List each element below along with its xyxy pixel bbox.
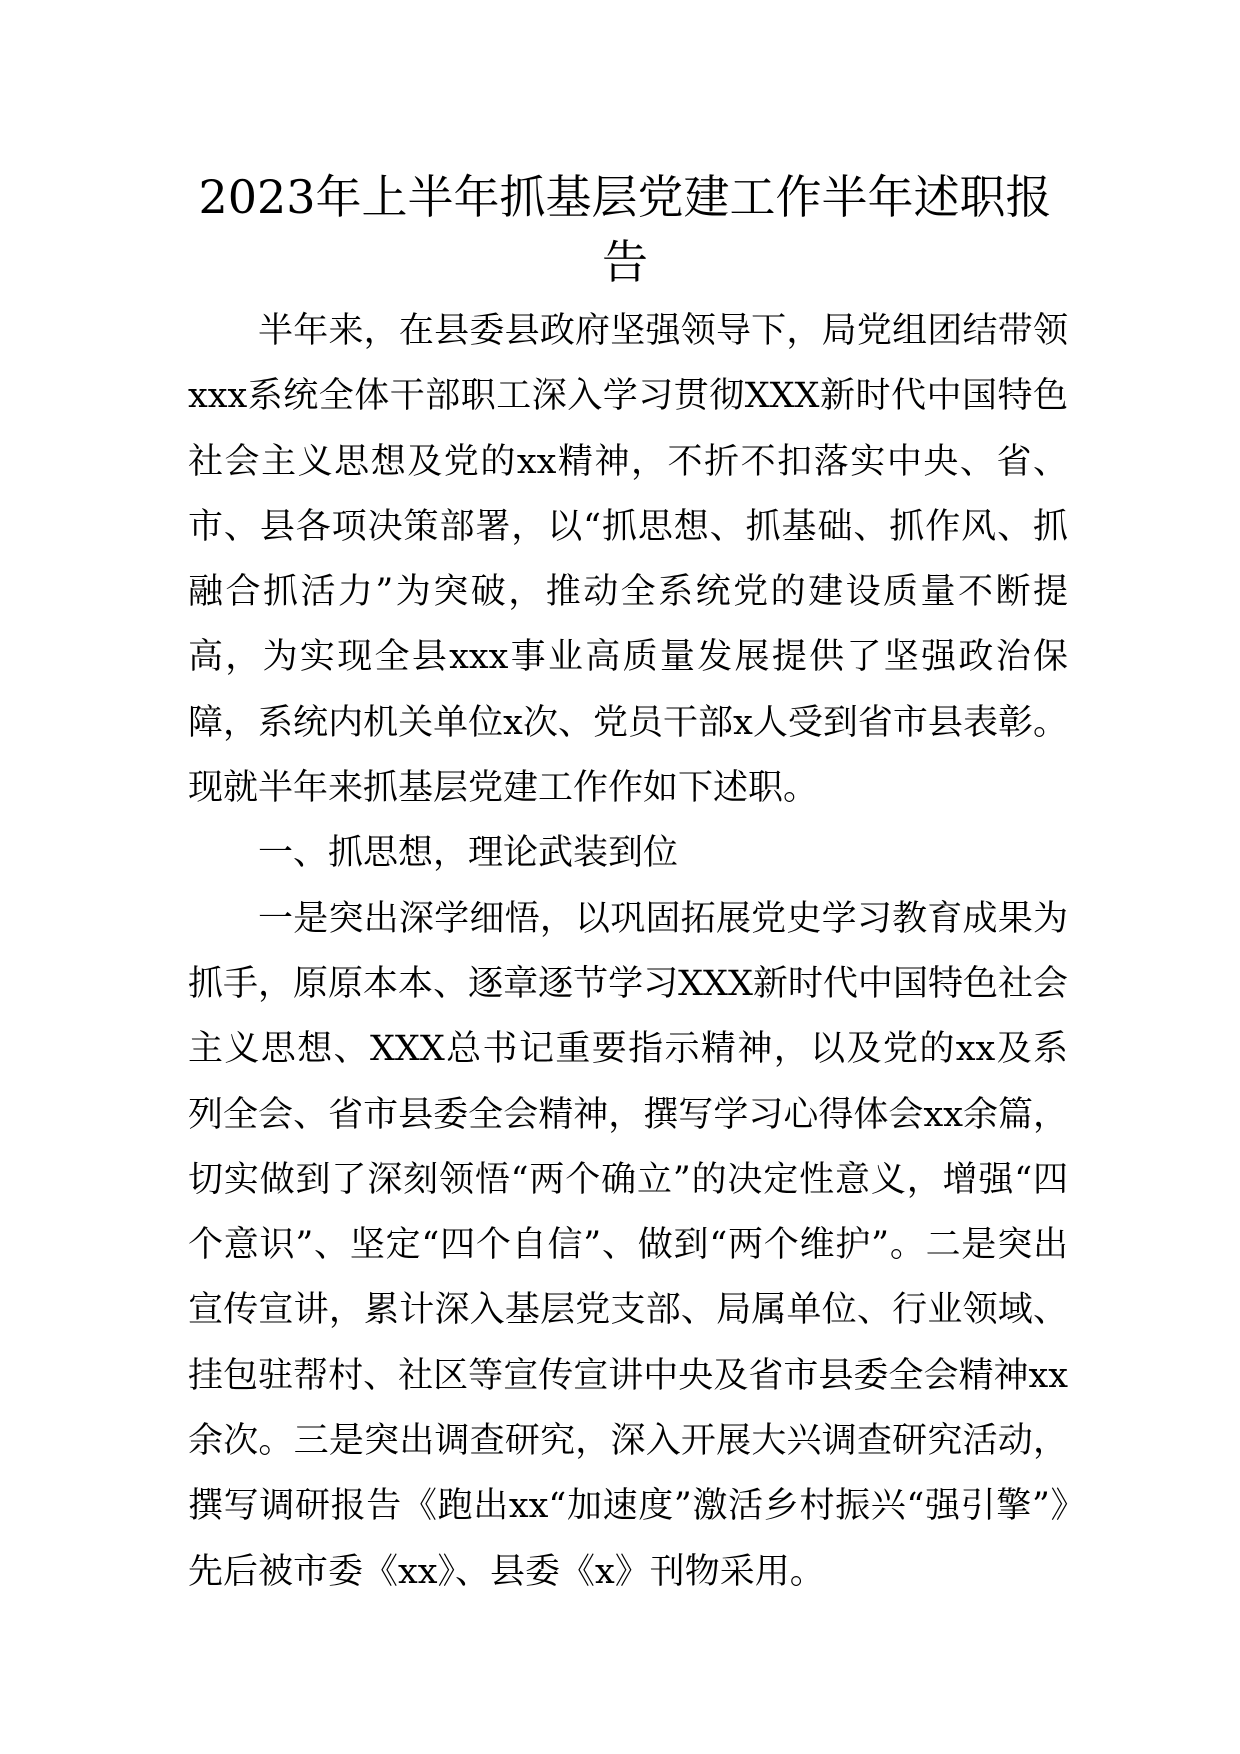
document-body — [188, 299, 1068, 1605]
document-title: 2023年上半年抓基层党建工作半年述职报告 — [198, 170, 1052, 289]
section-paragraph: 一是突出深学细悟，以巩固拓展党史学习教育成果为抓手，原原本本、逐章逐节学习XXX新时代中国特色社会主义思想、XXX总书记重要指示精神，以及党的xx及系列全会、省市县委全会精神，撰写学习心得体会xx余篇，切实做到了深刻领悟“两个确立”的决定性意义，增强“四个意识”、坚定“四个自信”、做到“两个维护”。二是突出宣传宣讲，累计深入基层党支部、局属单位、行业领域、挂包驻帮村、社区等宣传宣讲中央及省市县委全会精神xx余次。三是突出调查研究，深入开展大兴调查研究活动，撰写调研报告《跑出xx“加速度”激活乡村振兴“强引擎”》先后被市委《xx》、县委《x》刊物采用。 — [188, 898, 1068, 1592]
section-heading: 一、抓思想，理论武装到位 — [258, 833, 679, 874]
intro-paragraph: 半年来，在县委县政府坚强领导下，局党组团结带领xxx系统全体干部职工深入学习贯彻XXX新时代中国特色社会主义思想及党的xx精神，不折不扣落实中央、省、市、县各项决策部署，以“抓思想、抓基础、抓作风、抓融合抓活力”为突破，推动全系统党的建设质量不断提高，为实现全县xxx事业高质量发展提供了坚强政治保障，系统内机关单位x次、党员干部x人受到省市县表彰。现就半年来抓基层党建工作作如下述职。 — [188, 311, 1068, 809]
